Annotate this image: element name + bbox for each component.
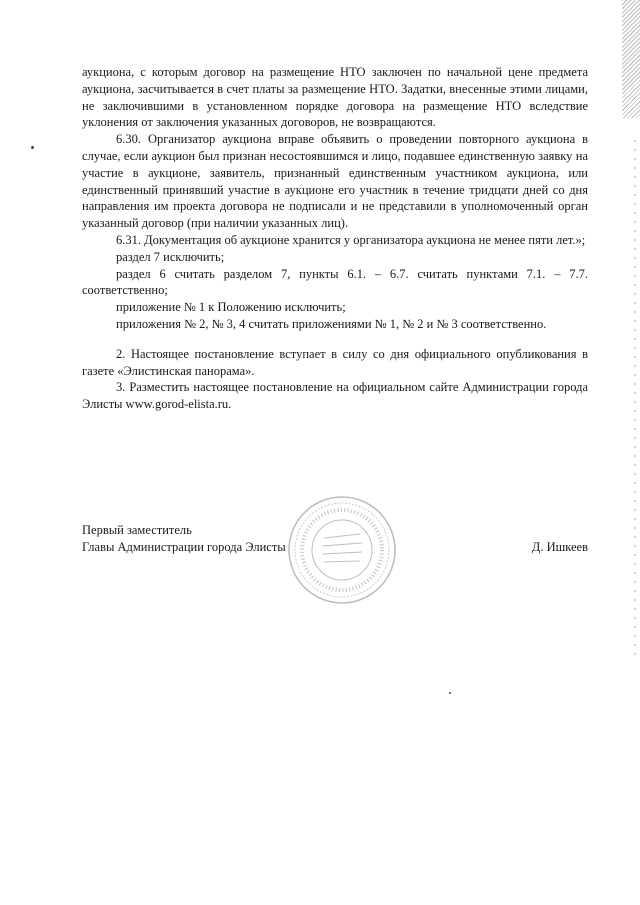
paragraph-appendix-1: приложение № 1 к Положению исключить; (116, 300, 346, 315)
paragraph-section-6: раздел 6 считать разделом 7, пункты 6.1. – 6.7. считать пунктами 7.1. – 7.7. соответственно; (82, 266, 588, 298)
document-body (82, 64, 588, 413)
signatory-position-line2: Главы Администрации города Элисты (82, 539, 286, 554)
paragraph-point-2: 2. Настоящее постановление вступает в силу со дня официального опубликования в газете «Элистинская панорама». (82, 346, 588, 378)
signatory-position-line1: Первый заместитель (82, 523, 192, 537)
scan-speck (449, 692, 451, 694)
scan-edge-hatching (622, 0, 640, 118)
scan-edge-noise (634, 140, 636, 660)
paragraph-continuation: аукциона, с которым договор на размещение НТО заключен по начальной цене предмета аукциона, засчитывается в счет платы за размещение НТО. Задатки, внесенные этими лицами, не заключившими в установленном порядке договора на размещение НТО вследствие уклонения от заключения указанных договоров, не возвращаются. (82, 65, 588, 130)
signatory-name: Д. Ишкеев (531, 539, 588, 554)
paragraph-clause-6-30: 6.30. Организатор аукциона вправе объявить о проведении повторного аукциона в случае, если аукцион был признан несостоявшимся и лицо, подавшее единственную заявку на участие в аукционе, заявитель, признанный единственным участником аукциона, или единственный принявший участие в аукционе его участник в течение тридцати дней со дня направления им проекта договора не подписали и не представили в уполномоченный орган указанный договор (при наличии указанных лиц). (82, 132, 588, 231)
official-seal (286, 494, 398, 606)
paragraph-section-7: раздел 7 исключить; (116, 249, 225, 264)
paragraph-appendices: приложения № 2, № 3, 4 считать приложениями № 1, № 2 и № 3 соответственно. (116, 316, 547, 331)
scan-speck (31, 146, 34, 149)
paragraph-clause-6-31: 6.31. Документация об аукционе хранится у организатора аукциона не менее пяти лет.»; (116, 232, 586, 247)
paragraph-point-3: 3. Разместить настоящее постановление на официальном сайте Администрации города Элисты www.gorod-elista.ru. (82, 380, 588, 412)
